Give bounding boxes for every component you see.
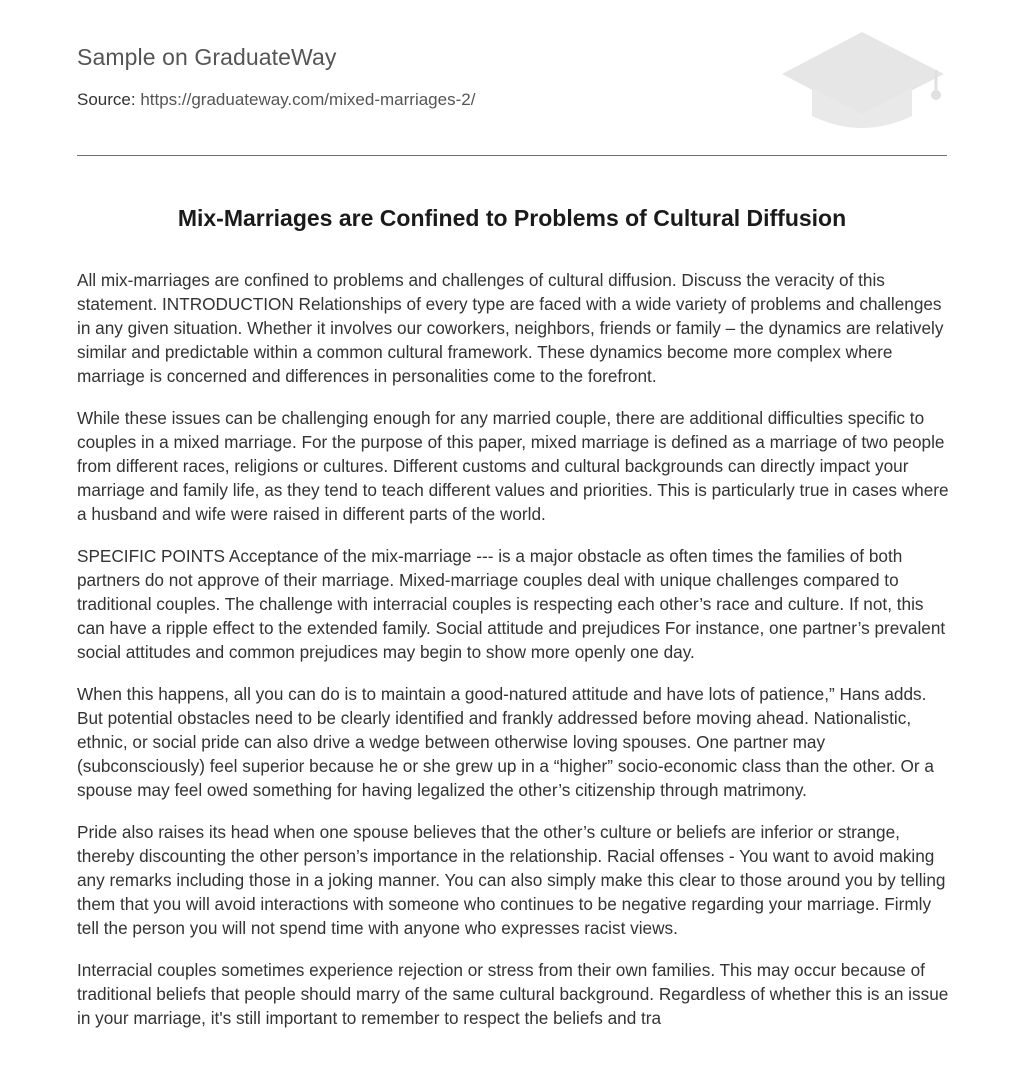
paragraph: All mix-marriages are confined to problems and challenges of cultural diffusion. Discuss the veracity of this statement. INTRODUCTION Relationships of every type are faced with a wide variety of problems and challenges in any given situation. Whether it involves our coworkers, neighbors, friends or family – the dynamics are relatively similar and predictable within a common cultural framework. These dynamics become more complex where marriage is concerned and differences in personalities come to the forefront. bbox=[77, 270, 944, 386]
source-link[interactable]: https://graduateway.com/mixed-marriages-2/ bbox=[140, 90, 476, 109]
document-title: Mix-Marriages are Confined to Problems of Cultural Diffusion bbox=[177, 205, 847, 231]
paragraph: When this happens, all you can do is to maintain a good-natured attitude and have lots of patience,” Hans adds. But potential obstacles need to be clearly identified and frankly addressed before moving ahead. Nationalistic, ethnic, or social pride can also drive a wedge between otherwise loving spouses. One partner may (subconsciously) feel superior because he or she grew up in a “higher” socio-economic class than the other. Or a spouse may feel owed something for having legalized the other’s citizenship through matrimony. bbox=[77, 684, 934, 800]
paragraph: While these issues can be challenging enough for any married couple, there are additional difficulties specific to couples in a mixed marriage. For the purpose of this paper, mixed marriage is defined as a marriage of two people from different races, religions or cultures. Different customs and cultural backgrounds can directly impact your marriage and family life, as they tend to teach different values and priorities. This is particularly true in cases where a husband and wife were raised in different parts of the world. bbox=[77, 408, 949, 524]
page-header bbox=[77, 0, 947, 156]
header-divider bbox=[77, 155, 947, 156]
tassel-knot bbox=[931, 90, 941, 100]
paragraph: Interracial couples sometimes experience rejection or stress from their own families. This may occur because of traditional beliefs that people should marry of the same cultural background. Regardless of whether this is an issue in your marriage, it's still important to remember to respect the beliefs and tra bbox=[77, 960, 949, 1028]
site-title: Sample on GraduateWay bbox=[77, 44, 337, 70]
document-body bbox=[77, 268, 949, 1048]
cap-board bbox=[782, 32, 944, 116]
paragraph: Pride also raises its head when one spouse believes that the other’s culture or beliefs are inferior or strange, thereby discounting the other person’s importance in the relationship. Racial offenses - You want to avoid making any remarks including those in a joking manner. You can also simply make this clear to those around you by telling them that you will avoid interactions with someone who continues to be negative regarding your marriage. Firmly tell the person you will not spend time with anyone who expresses racist views. bbox=[77, 822, 946, 938]
source-line bbox=[77, 90, 475, 110]
graduation-cap-icon bbox=[780, 30, 948, 134]
source-label: Source: bbox=[77, 90, 136, 109]
paragraph: SPECIFIC POINTS Acceptance of the mix-marriage --- is a major obstacle as often times the families of both partners do not approve of their marriage. Mixed-marriage couples deal with unique challenges compared to traditional couples. The challenge with interracial couples is respecting each other’s race and culture. If not, this can have a ripple effect to the extended family. Social attitude and prejudices For instance, one partner’s prevalent social attitudes and common prejudices may begin to show more openly one day. bbox=[77, 546, 946, 662]
